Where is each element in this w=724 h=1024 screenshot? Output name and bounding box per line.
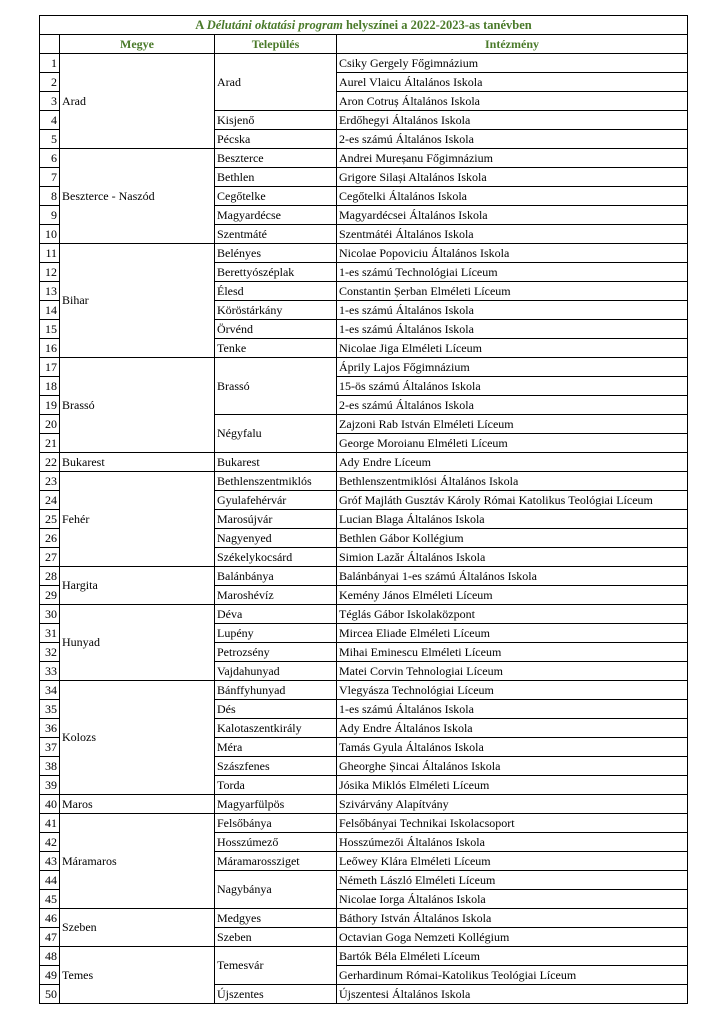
institution-cell: Magyardécsei Általános Iskola (337, 206, 688, 225)
institution-cell: Cegőtelki Általános Iskola (337, 187, 688, 206)
row-number: 44 (40, 871, 60, 890)
county-cell: Bukarest (60, 453, 215, 472)
row-number: 32 (40, 643, 60, 662)
row-number: 3 (40, 92, 60, 111)
town-cell: Kisjenő (215, 111, 337, 130)
town-cell: Szászfenes (215, 757, 337, 776)
town-cell: Hosszúmező (215, 833, 337, 852)
institution-cell: 1-es számú Általános Iskola (337, 320, 688, 339)
table-row (40, 681, 688, 700)
row-number: 40 (40, 795, 60, 814)
town-cell: Méra (215, 738, 337, 757)
town-cell: Szeben (215, 928, 337, 947)
row-number: 21 (40, 434, 60, 453)
institution-cell: Hosszúmezői Általános Iskola (337, 833, 688, 852)
row-number: 20 (40, 415, 60, 434)
institution-cell: Octavian Goga Nemzeti Kollégium (337, 928, 688, 947)
title-row (40, 16, 688, 35)
town-cell: Máramarossziget (215, 852, 337, 871)
table-row (40, 149, 688, 168)
row-number: 13 (40, 282, 60, 301)
table-row (40, 54, 688, 73)
table-row (40, 567, 688, 586)
institution-cell: Mircea Eliade Elméleti Líceum (337, 624, 688, 643)
county-cell: Kolozs (60, 681, 215, 795)
row-number: 6 (40, 149, 60, 168)
institution-cell: Nicolae Jiga Elméleti Líceum (337, 339, 688, 358)
town-cell: Négyfalu (215, 415, 337, 453)
institution-cell: Nicolae Iorga Általános Iskola (337, 890, 688, 909)
institution-cell: Csiky Gergely Főgimnázium (337, 54, 688, 73)
row-number: 49 (40, 966, 60, 985)
town-cell: Vajdahunyad (215, 662, 337, 681)
row-number: 17 (40, 358, 60, 377)
row-number: 50 (40, 985, 60, 1004)
row-number: 2 (40, 73, 60, 92)
row-number: 37 (40, 738, 60, 757)
row-number: 14 (40, 301, 60, 320)
town-cell: Lupény (215, 624, 337, 643)
row-number: 31 (40, 624, 60, 643)
town-cell: Belényes (215, 244, 337, 263)
row-number: 4 (40, 111, 60, 130)
table-row (40, 909, 688, 928)
institution-cell: Aron Cotruș Általános Iskola (337, 92, 688, 111)
county-cell: Arad (60, 54, 215, 149)
institution-cell: Leőwey Klára Elméleti Líceum (337, 852, 688, 871)
row-number: 24 (40, 491, 60, 510)
institution-cell: Simion Lazăr Általános Iskola (337, 548, 688, 567)
town-cell: Bukarest (215, 453, 337, 472)
row-number: 28 (40, 567, 60, 586)
institution-cell: Bethlen Gábor Kollégium (337, 529, 688, 548)
town-cell: Köröstárkány (215, 301, 337, 320)
institution-cell: 2-es számú Általános Iskola (337, 130, 688, 149)
town-cell: Dés (215, 700, 337, 719)
town-cell: Arad (215, 54, 337, 111)
header-num (40, 35, 60, 54)
institution-cell: Constantin Șerban Elméleti Líceum (337, 282, 688, 301)
county-cell: Hargita (60, 567, 215, 605)
table-row (40, 795, 688, 814)
town-cell: Magyarfülpös (215, 795, 337, 814)
town-cell: Balánbánya (215, 567, 337, 586)
town-cell: Székelykocsárd (215, 548, 337, 567)
row-number: 29 (40, 586, 60, 605)
table-row (40, 947, 688, 966)
row-number: 48 (40, 947, 60, 966)
row-number: 23 (40, 472, 60, 491)
town-cell: Kalotaszentkirály (215, 719, 337, 738)
table-body (40, 54, 688, 1004)
row-number: 16 (40, 339, 60, 358)
row-number: 43 (40, 852, 60, 871)
county-cell: Beszterce - Naszód (60, 149, 215, 244)
town-cell: Felsőbánya (215, 814, 337, 833)
town-cell: Déva (215, 605, 337, 624)
institution-cell: Vlegyásza Technológiai Líceum (337, 681, 688, 700)
town-cell: Gyulafehérvár (215, 491, 337, 510)
institution-cell: Matei Corvin Tehnologiai Líceum (337, 662, 688, 681)
institution-cell: Mihai Eminescu Elméleti Líceum (337, 643, 688, 662)
institution-cell: Téglás Gábor Iskolaközpont (337, 605, 688, 624)
row-number: 11 (40, 244, 60, 263)
header-institution: Intézmény (337, 35, 688, 54)
town-cell: Nagyenyed (215, 529, 337, 548)
row-number: 47 (40, 928, 60, 947)
town-cell: Pécska (215, 130, 337, 149)
institution-cell: Balánbányai 1-es számú Általános Iskola (337, 567, 688, 586)
institution-cell: Áprily Lajos Főgimnázium (337, 358, 688, 377)
town-cell: Újszentes (215, 985, 337, 1004)
institution-cell: Andrei Mureșanu Főgimnázium (337, 149, 688, 168)
institution-cell: 15-ös számú Általános Iskola (337, 377, 688, 396)
institution-cell: Gheorghe Șincai Általános Iskola (337, 757, 688, 776)
institution-cell: George Moroianu Elméleti Líceum (337, 434, 688, 453)
county-cell: Szeben (60, 909, 215, 947)
row-number: 10 (40, 225, 60, 244)
town-cell: Bethlenszentmiklós (215, 472, 337, 491)
institution-cell: 2-es számú Általános Iskola (337, 396, 688, 415)
institution-cell: Jósika Miklós Elméleti Líceum (337, 776, 688, 795)
table-row (40, 814, 688, 833)
county-cell: Maros (60, 795, 215, 814)
town-cell: Bánffyhunyad (215, 681, 337, 700)
row-number: 8 (40, 187, 60, 206)
table-title (40, 16, 688, 35)
town-cell: Bethlen (215, 168, 337, 187)
institution-cell: Báthory István Általános Iskola (337, 909, 688, 928)
row-number: 35 (40, 700, 60, 719)
row-number: 9 (40, 206, 60, 225)
county-cell: Brassó (60, 358, 215, 453)
institution-cell: Nicolae Popoviciu Általános Iskola (337, 244, 688, 263)
institution-cell: Grigore Silași Altalános Iskola (337, 168, 688, 187)
town-cell: Temesvár (215, 947, 337, 985)
town-cell: Medgyes (215, 909, 337, 928)
town-cell: Brassó (215, 358, 337, 415)
institution-cell: 1-es számú Általános Iskola (337, 700, 688, 719)
table-row (40, 453, 688, 472)
town-cell: Marosújvár (215, 510, 337, 529)
institution-cell: Bethlenszentmiklósi Általános Iskola (337, 472, 688, 491)
table-row (40, 244, 688, 263)
row-number: 7 (40, 168, 60, 187)
town-cell: Cegőtelke (215, 187, 337, 206)
county-cell: Temes (60, 947, 215, 1004)
town-cell: Élesd (215, 282, 337, 301)
town-cell: Beszterce (215, 149, 337, 168)
row-number: 15 (40, 320, 60, 339)
row-number: 19 (40, 396, 60, 415)
row-number: 45 (40, 890, 60, 909)
table-row (40, 472, 688, 491)
town-cell: Petrozsény (215, 643, 337, 662)
institution-cell: Lucian Blaga Általános Iskola (337, 510, 688, 529)
row-number: 42 (40, 833, 60, 852)
county-cell: Fehér (60, 472, 215, 567)
county-cell: Máramaros (60, 814, 215, 909)
institution-cell: Újszentesi Általános Iskola (337, 985, 688, 1004)
row-number: 5 (40, 130, 60, 149)
town-cell: Tenke (215, 339, 337, 358)
row-number: 22 (40, 453, 60, 472)
county-cell: Hunyad (60, 605, 215, 681)
row-number: 12 (40, 263, 60, 282)
institution-cell: Aurel Vlaicu Általános Iskola (337, 73, 688, 92)
institution-cell: Ady Endre Általános Iskola (337, 719, 688, 738)
row-number: 25 (40, 510, 60, 529)
row-number: 18 (40, 377, 60, 396)
town-cell: Örvénd (215, 320, 337, 339)
town-cell: Maroshévíz (215, 586, 337, 605)
row-number: 46 (40, 909, 60, 928)
table-row (40, 605, 688, 624)
row-number: 26 (40, 529, 60, 548)
institution-cell: Gróf Majláth Gusztáv Károly Római Katolikus Teológiai Líceum (337, 491, 688, 510)
county-cell: Bihar (60, 244, 215, 358)
town-cell: Magyardécse (215, 206, 337, 225)
town-cell: Szentmáté (215, 225, 337, 244)
title-prefix: A (195, 17, 207, 32)
institution-cell: Ady Endre Líceum (337, 453, 688, 472)
institution-cell: Erdőhegyi Általános Iskola (337, 111, 688, 130)
row-number: 39 (40, 776, 60, 795)
institution-cell: Szentmátéi Általános Iskola (337, 225, 688, 244)
institution-cell: Kemény János Elméleti Líceum (337, 586, 688, 605)
institution-cell: Felsőbányai Technikai Iskolacsoport (337, 814, 688, 833)
header-town: Település (215, 35, 337, 54)
institution-cell: Németh László Elméleti Líceum (337, 871, 688, 890)
row-number: 1 (40, 54, 60, 73)
title-italic: Délutáni oktatási program (206, 17, 343, 32)
town-cell: Torda (215, 776, 337, 795)
institution-cell: Tamás Gyula Általános Iskola (337, 738, 688, 757)
institution-cell: Gerhardinum Római-Katolikus Teológiai Líceum (337, 966, 688, 985)
row-number: 36 (40, 719, 60, 738)
row-number: 34 (40, 681, 60, 700)
town-cell: Nagybánya (215, 871, 337, 909)
town-cell: Berettyószéplak (215, 263, 337, 282)
row-number: 38 (40, 757, 60, 776)
locations-table (39, 15, 688, 1004)
institution-cell: 1-es számú Általános Iskola (337, 301, 688, 320)
row-number: 41 (40, 814, 60, 833)
header-county: Megye (60, 35, 215, 54)
row-number: 33 (40, 662, 60, 681)
row-number: 27 (40, 548, 60, 567)
institution-cell: Zajzoni Rab István Elméleti Líceum (337, 415, 688, 434)
header-row (40, 35, 688, 54)
table-row (40, 358, 688, 377)
institution-cell: Bartók Béla Elméleti Líceum (337, 947, 688, 966)
institution-cell: Szivárvány Alapítvány (337, 795, 688, 814)
institution-cell: 1-es számú Technológiai Líceum (337, 263, 688, 282)
row-number: 30 (40, 605, 60, 624)
title-suffix: helyszínei a 2022-2023-as tanévben (342, 17, 532, 32)
